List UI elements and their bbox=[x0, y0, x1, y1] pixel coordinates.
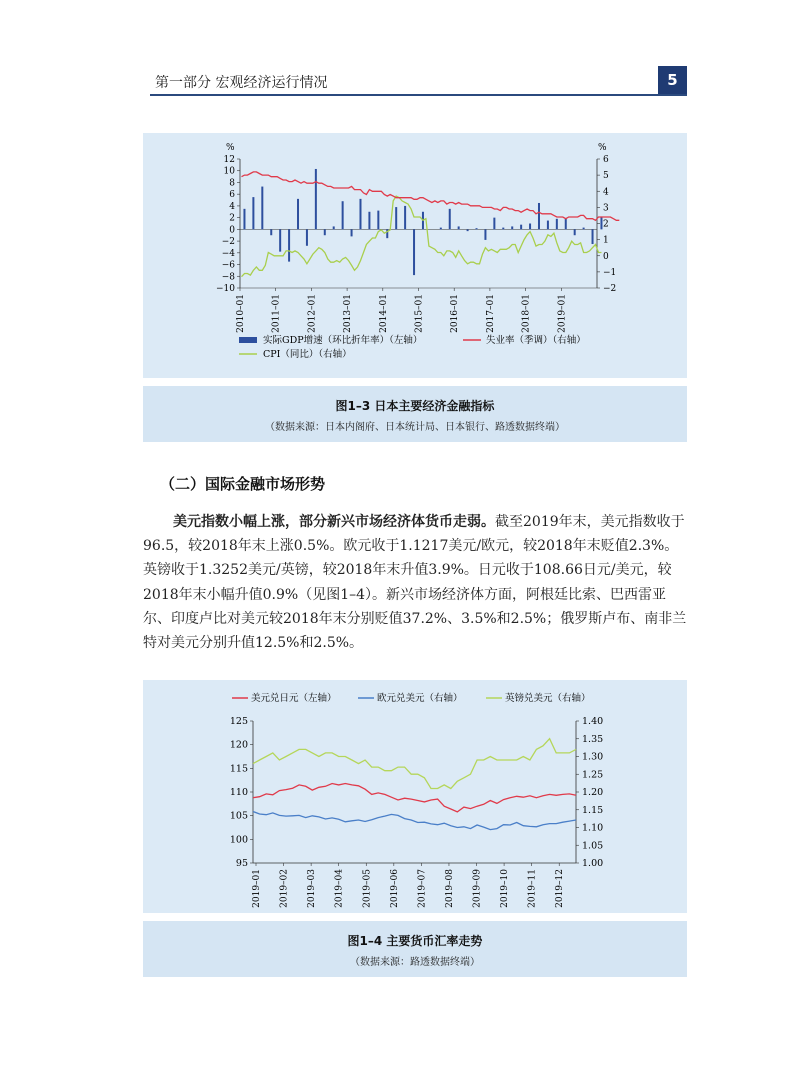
x-tick-label: 2018–01 bbox=[521, 294, 532, 333]
legend-gbpusd-label: 英镑兑美元（右轴） bbox=[505, 693, 591, 704]
gdp-bar bbox=[342, 201, 344, 229]
figure-1-panel bbox=[143, 133, 687, 378]
gdp-bar bbox=[574, 229, 576, 235]
x-tick-label: 2019–10 bbox=[500, 869, 511, 908]
figure-1-caption-source: （数据来源：日本内阁府、日本统计局、日本银行、路透数据终端） bbox=[265, 422, 565, 433]
gdp-bar bbox=[279, 229, 281, 251]
gdp-bar bbox=[511, 226, 513, 229]
left-tick-label: 115 bbox=[229, 763, 248, 775]
legend-gdp-label: 实际GDP增速（环比折年率）（左轴） bbox=[263, 335, 423, 346]
x-tick-label: 2019–01 bbox=[557, 294, 568, 333]
gdp-bar bbox=[556, 219, 558, 230]
left-tick-label: 125 bbox=[229, 716, 248, 727]
gdp-bar bbox=[538, 203, 540, 229]
gdp-bar bbox=[404, 206, 406, 229]
right-tick-label: 1.10 bbox=[582, 822, 604, 834]
left-tick-label: 120 bbox=[229, 739, 248, 751]
gdp-bar bbox=[565, 219, 567, 230]
gdp-bar bbox=[333, 226, 335, 229]
paragraph-body: 截至2019年末，美元指数收于96.5，较2018年末上涨0.5%。欧元收于1.1217美元/欧元，较2018年末贬值2.3%。英镑收于1.3252美元/英镑，较2018年末升值3.9%。日元收于108.66日元/美元，较2018年末小幅升值0.9%（见图1–4）。新兴市场经济体方面，阿根廷比索、巴西雷亚尔、印度卢比对美元较2018年末分别贬值37.2%、3.5%和2.5%；俄罗斯卢布、南非兰特对美元分别升值12.5%和2.5%。 bbox=[143, 514, 687, 652]
right-tick-label: 6 bbox=[603, 155, 609, 165]
header-rule bbox=[150, 94, 687, 96]
x-tick-label: 2015–01 bbox=[414, 294, 425, 333]
right-tick-label: 0 bbox=[603, 251, 609, 262]
x-tick-label: 2019–05 bbox=[362, 869, 373, 908]
figure-2-caption-title: 图1–4 主要货币汇率走势 bbox=[347, 934, 483, 948]
right-tick-label: 1.20 bbox=[582, 787, 604, 798]
left-tick-label: −4 bbox=[221, 248, 235, 259]
right-tick-label: 2 bbox=[603, 219, 609, 230]
section-heading: （二）国际金融市场形势 bbox=[160, 475, 326, 493]
x-tick-label: 2016–01 bbox=[450, 294, 461, 333]
left-axis-unit: % bbox=[226, 143, 235, 153]
gdp-bar bbox=[261, 187, 263, 230]
gdp-bar bbox=[592, 229, 594, 244]
left-tick-label: 110 bbox=[229, 787, 248, 798]
left-tick-label: −2 bbox=[221, 237, 235, 248]
gdp-bar bbox=[252, 197, 254, 229]
gdp-bar bbox=[368, 212, 370, 230]
gdp-bar bbox=[413, 229, 415, 275]
x-tick-label: 2019–12 bbox=[555, 869, 566, 908]
right-tick-label: −1 bbox=[603, 267, 617, 278]
gdp-bar bbox=[484, 229, 486, 240]
right-tick-label: 1.30 bbox=[582, 751, 604, 763]
paragraph-lead: 美元指数小幅上涨，部分新兴市场经济体货币走弱。 bbox=[173, 514, 495, 530]
figure-1-caption bbox=[143, 386, 687, 442]
figure-2-chart bbox=[143, 680, 687, 913]
left-tick-label: 2 bbox=[229, 213, 235, 224]
gdp-bar bbox=[288, 229, 290, 261]
gdp-bar bbox=[440, 228, 442, 230]
gdp-bar bbox=[476, 228, 478, 229]
left-tick-label: −8 bbox=[221, 272, 235, 283]
legend-gdp-swatch bbox=[239, 337, 257, 343]
right-tick-label: 1.05 bbox=[582, 840, 604, 852]
figure-1-chart bbox=[143, 133, 687, 378]
x-tick-label: 2019–11 bbox=[527, 869, 538, 908]
gdp-bar bbox=[243, 209, 245, 230]
x-tick-label: 2019–04 bbox=[334, 869, 345, 908]
right-tick-label: 1.15 bbox=[582, 804, 604, 816]
x-tick-label: 2017–01 bbox=[485, 294, 496, 333]
left-tick-label: 100 bbox=[229, 834, 248, 846]
legend-unemployment-label: 失业率（季调）（右轴） bbox=[486, 335, 586, 346]
running-header: 第一部分 宏观经济运行情况 bbox=[155, 75, 328, 91]
legend-usdjpy-label: 美元兑日元（左轴） bbox=[251, 693, 337, 704]
left-tick-label: 0 bbox=[229, 225, 235, 236]
figure-1-caption-title: 图1–3 日本主要经济金融指标 bbox=[335, 399, 495, 413]
right-tick-label: 1.35 bbox=[582, 733, 604, 745]
right-tick-label: 1.40 bbox=[582, 716, 604, 727]
gdp-bar bbox=[520, 225, 522, 230]
page-number: 5 bbox=[658, 66, 687, 94]
gdp-bar bbox=[493, 218, 495, 230]
x-tick-label: 2019–08 bbox=[444, 869, 455, 908]
left-tick-label: 12 bbox=[223, 155, 235, 165]
left-tick-label: 6 bbox=[229, 190, 235, 201]
left-tick-label: 105 bbox=[229, 810, 248, 822]
legend-eurusd-label: 欧元兑美元（右轴） bbox=[377, 693, 463, 704]
right-tick-label: −2 bbox=[603, 284, 617, 294]
gdp-bar bbox=[458, 226, 460, 229]
gdp-bar bbox=[351, 229, 353, 236]
x-tick-label: 2019–06 bbox=[389, 869, 400, 908]
left-tick-label: −10 bbox=[216, 284, 235, 294]
gdp-bar bbox=[306, 229, 308, 245]
right-tick-label: 1 bbox=[603, 235, 609, 246]
gdp-bar bbox=[377, 211, 379, 230]
gdp-bar bbox=[315, 169, 317, 229]
gdp-bar bbox=[502, 228, 504, 230]
figure-2-panel bbox=[143, 680, 687, 913]
gdp-bar bbox=[467, 229, 469, 231]
right-tick-label: 3 bbox=[603, 203, 609, 214]
gdp-bar bbox=[270, 229, 272, 235]
cpi-line bbox=[242, 196, 602, 277]
gdp-bar bbox=[449, 209, 451, 230]
gdp-bar bbox=[600, 216, 602, 229]
x-tick-label: 2019–01 bbox=[252, 869, 262, 908]
x-tick-label: 2014–01 bbox=[378, 294, 389, 333]
left-tick-label: 95 bbox=[235, 858, 248, 869]
x-tick-label: 2019–03 bbox=[307, 869, 318, 908]
right-tick-label: 1.25 bbox=[582, 769, 604, 781]
eurusd-line bbox=[253, 812, 576, 830]
x-tick-label: 2013–01 bbox=[343, 294, 354, 333]
gdp-bar bbox=[547, 221, 549, 230]
left-tick-label: −6 bbox=[221, 260, 235, 271]
gbpusd-line bbox=[253, 739, 576, 789]
x-tick-label: 2019–02 bbox=[279, 869, 290, 908]
legend-cpi-label: CPI（同比）（右轴） bbox=[263, 349, 352, 360]
x-tick-label: 2012–01 bbox=[307, 294, 318, 333]
right-tick-label: 1.00 bbox=[582, 858, 604, 869]
left-tick-label: 10 bbox=[223, 166, 235, 177]
x-tick-label: 2011–01 bbox=[271, 294, 282, 333]
x-tick-label: 2010–01 bbox=[236, 294, 246, 333]
gdp-bar bbox=[395, 207, 397, 229]
right-axis-unit: % bbox=[598, 143, 607, 153]
gdp-bar bbox=[297, 199, 299, 229]
left-tick-label: 4 bbox=[229, 201, 235, 212]
left-tick-label: 8 bbox=[229, 178, 235, 189]
x-tick-label: 2019–09 bbox=[472, 869, 483, 908]
gdp-bar bbox=[583, 228, 585, 230]
body-paragraph bbox=[143, 510, 689, 655]
figure-2-caption bbox=[143, 921, 687, 977]
right-tick-label: 4 bbox=[603, 187, 609, 198]
gdp-bar bbox=[529, 224, 531, 230]
usdjpy-line bbox=[253, 784, 576, 812]
gdp-bar bbox=[324, 229, 326, 235]
gdp-bar bbox=[359, 199, 361, 229]
right-tick-label: 5 bbox=[603, 171, 609, 182]
x-tick-label: 2019–07 bbox=[417, 869, 428, 908]
figure-2-caption-source: （数据来源：路透数据终端） bbox=[350, 957, 480, 968]
